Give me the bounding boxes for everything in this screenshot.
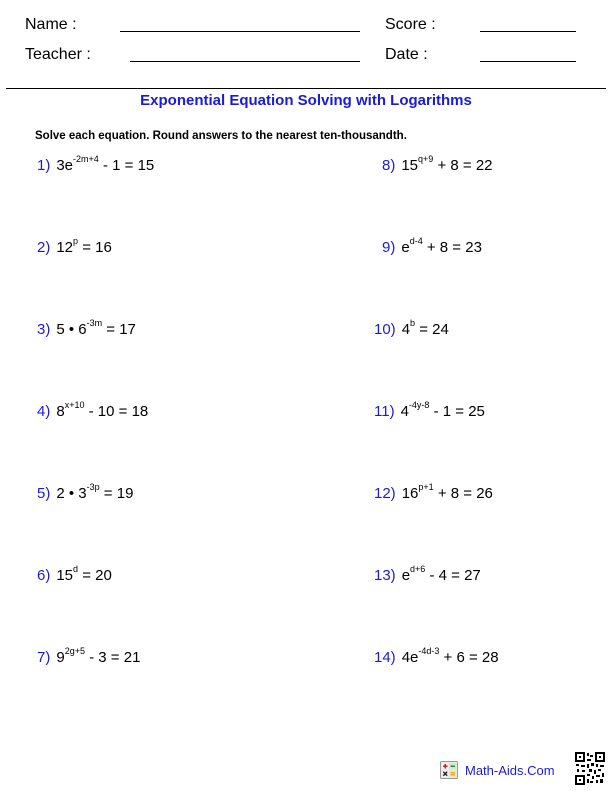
teacher-field[interactable] [130,61,360,62]
equation: $12^p = 16$ [56,236,112,256]
problem-14 [374,646,499,667]
problem-number: 9) [382,239,396,256]
equation: $8^{x+10} - 10 = 18$ [56,400,149,420]
problem-1 [37,154,155,175]
problem-number: 1) [37,157,51,174]
problem-number: 10) [374,321,396,338]
problem-13 [374,564,481,585]
problem-number: 3) [37,321,51,338]
problem-6 [37,564,112,585]
equation: $15^{q+9} + 8 = 22$ [401,154,493,174]
instructions: Solve each equation. Round answers to the nearest ten-thousandth. [35,130,407,142]
equation: $4^{-4y-8} - 1 = 25$ [400,400,485,420]
problem-number: 2) [37,239,51,256]
problem-number: 4) [37,403,51,420]
problem-number: 8) [382,157,396,174]
teacher-label: Teacher : [25,46,91,63]
score-label: Score : [385,16,436,33]
name-field[interactable] [120,31,360,32]
problem-2 [37,236,112,257]
problem-10 [374,318,449,339]
problem-number: 5) [37,485,51,502]
equation: $16^{p+1} + 8 = 26$ [401,482,493,502]
problem-12 [374,482,493,503]
problem-number: 6) [37,567,51,584]
equation: $4^b = 24$ [401,318,449,338]
problem-11 [374,400,485,421]
equation: $4e^{-4d-3} + 6 = 28$ [401,646,499,666]
date-field[interactable] [480,61,576,62]
equation: $3e^{-2m+4} - 1 = 15$ [56,154,155,174]
name-label: Name : [25,16,77,33]
problem-9 [382,236,482,257]
problem-number: 7) [37,649,51,666]
header-divider [6,88,606,89]
equation: $e^{d-4} + 8 = 23$ [401,236,482,256]
brand-link[interactable]: Math-Aids.Com [465,763,555,778]
equation: $15^d = 20$ [56,564,112,584]
problem-7 [37,646,141,667]
equation: $9^{2g+5} - 3 = 21$ [56,646,141,666]
equation: $e^{d+6} - 4 = 27$ [401,564,481,584]
equation: 2 • $3^{-3p} = 19$ [56,482,134,502]
qr-code-icon [575,752,605,785]
problem-4 [37,400,149,421]
problem-number: 12) [374,485,396,502]
problem-number: 14) [374,649,396,666]
score-field[interactable] [480,31,576,32]
problem-number: 11) [374,403,395,420]
calculator-icon [440,761,458,779]
problem-8 [382,154,493,175]
equation: 5 • $6^{-3m} = 17$ [56,318,136,338]
problem-5 [37,482,134,503]
problem-3 [37,318,136,339]
problem-number: 13) [374,567,396,584]
date-label: Date : [385,46,428,63]
worksheet-title: Exponential Equation Solving with Logarithms [140,92,472,109]
